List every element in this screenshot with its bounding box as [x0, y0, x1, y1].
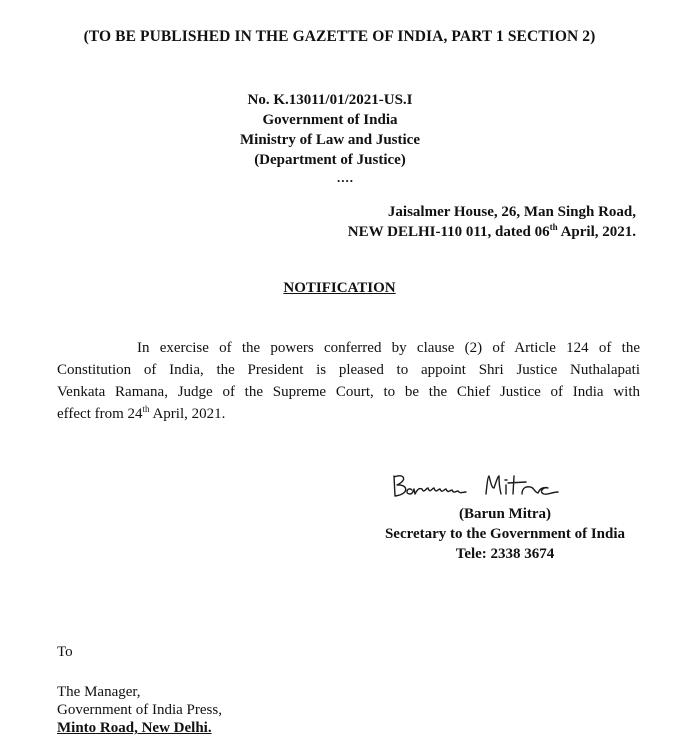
body-line-4: [57, 403, 640, 425]
signatory-name: (Barun Mitra): [458, 506, 552, 522]
address-line-1: Jaisalmer House, 26, Man Singh Road,: [387, 204, 636, 220]
reference-block: [180, 90, 480, 170]
notification-body: [57, 337, 640, 425]
department-name: (Department of Justice): [254, 152, 406, 168]
recipient-block: [57, 683, 222, 737]
address-line-2: [348, 222, 636, 242]
recipient-line-3: Minto Road, New Delhi.: [57, 720, 212, 736]
body-line-2: Constitution of India, the President is pleased to appoint Shri Justice Nuthalapati: [57, 362, 640, 378]
date-suffix: April, 2021.: [557, 224, 636, 240]
notification-title: NOTIFICATION: [283, 280, 396, 296]
body-line-1: In exercise of the powers conferred by clause (2) of Article 124 of the: [137, 340, 640, 356]
separator-dots: ....: [337, 170, 354, 185]
signatory-designation: Secretary to the Government of India: [384, 526, 626, 542]
body-line-3: Venkata Ramana, Judge of the Supreme Court, to be the Chief Justice of India with: [57, 384, 640, 400]
effective-date-suffix: April, 2021.: [149, 406, 226, 422]
effective-date-prefix: effect from 24: [57, 406, 143, 422]
date-prefix: NEW DELHI-110 011, dated 06: [347, 224, 550, 240]
government-name: Government of India: [262, 112, 398, 128]
recipient-line-2: Government of India Press,: [57, 702, 222, 718]
signatory-tele: Tele: 2338 3674: [455, 546, 555, 562]
to-label: To: [57, 644, 73, 660]
date-ordinal: th: [549, 222, 558, 232]
reference-number: No. K.13011/01/2021-US.I: [247, 92, 413, 108]
recipient-line-1: The Manager,: [57, 684, 141, 700]
effective-date-ordinal: th: [142, 404, 150, 414]
address-block: [348, 202, 636, 242]
signatory-block: [330, 504, 679, 564]
gazette-header: (TO BE PUBLISHED IN THE GAZETTE OF INDIA, PART 1 SECTION 2): [83, 28, 596, 45]
ministry-name: Ministry of Law and Justice: [240, 132, 420, 148]
handwritten-signature: [388, 470, 578, 504]
